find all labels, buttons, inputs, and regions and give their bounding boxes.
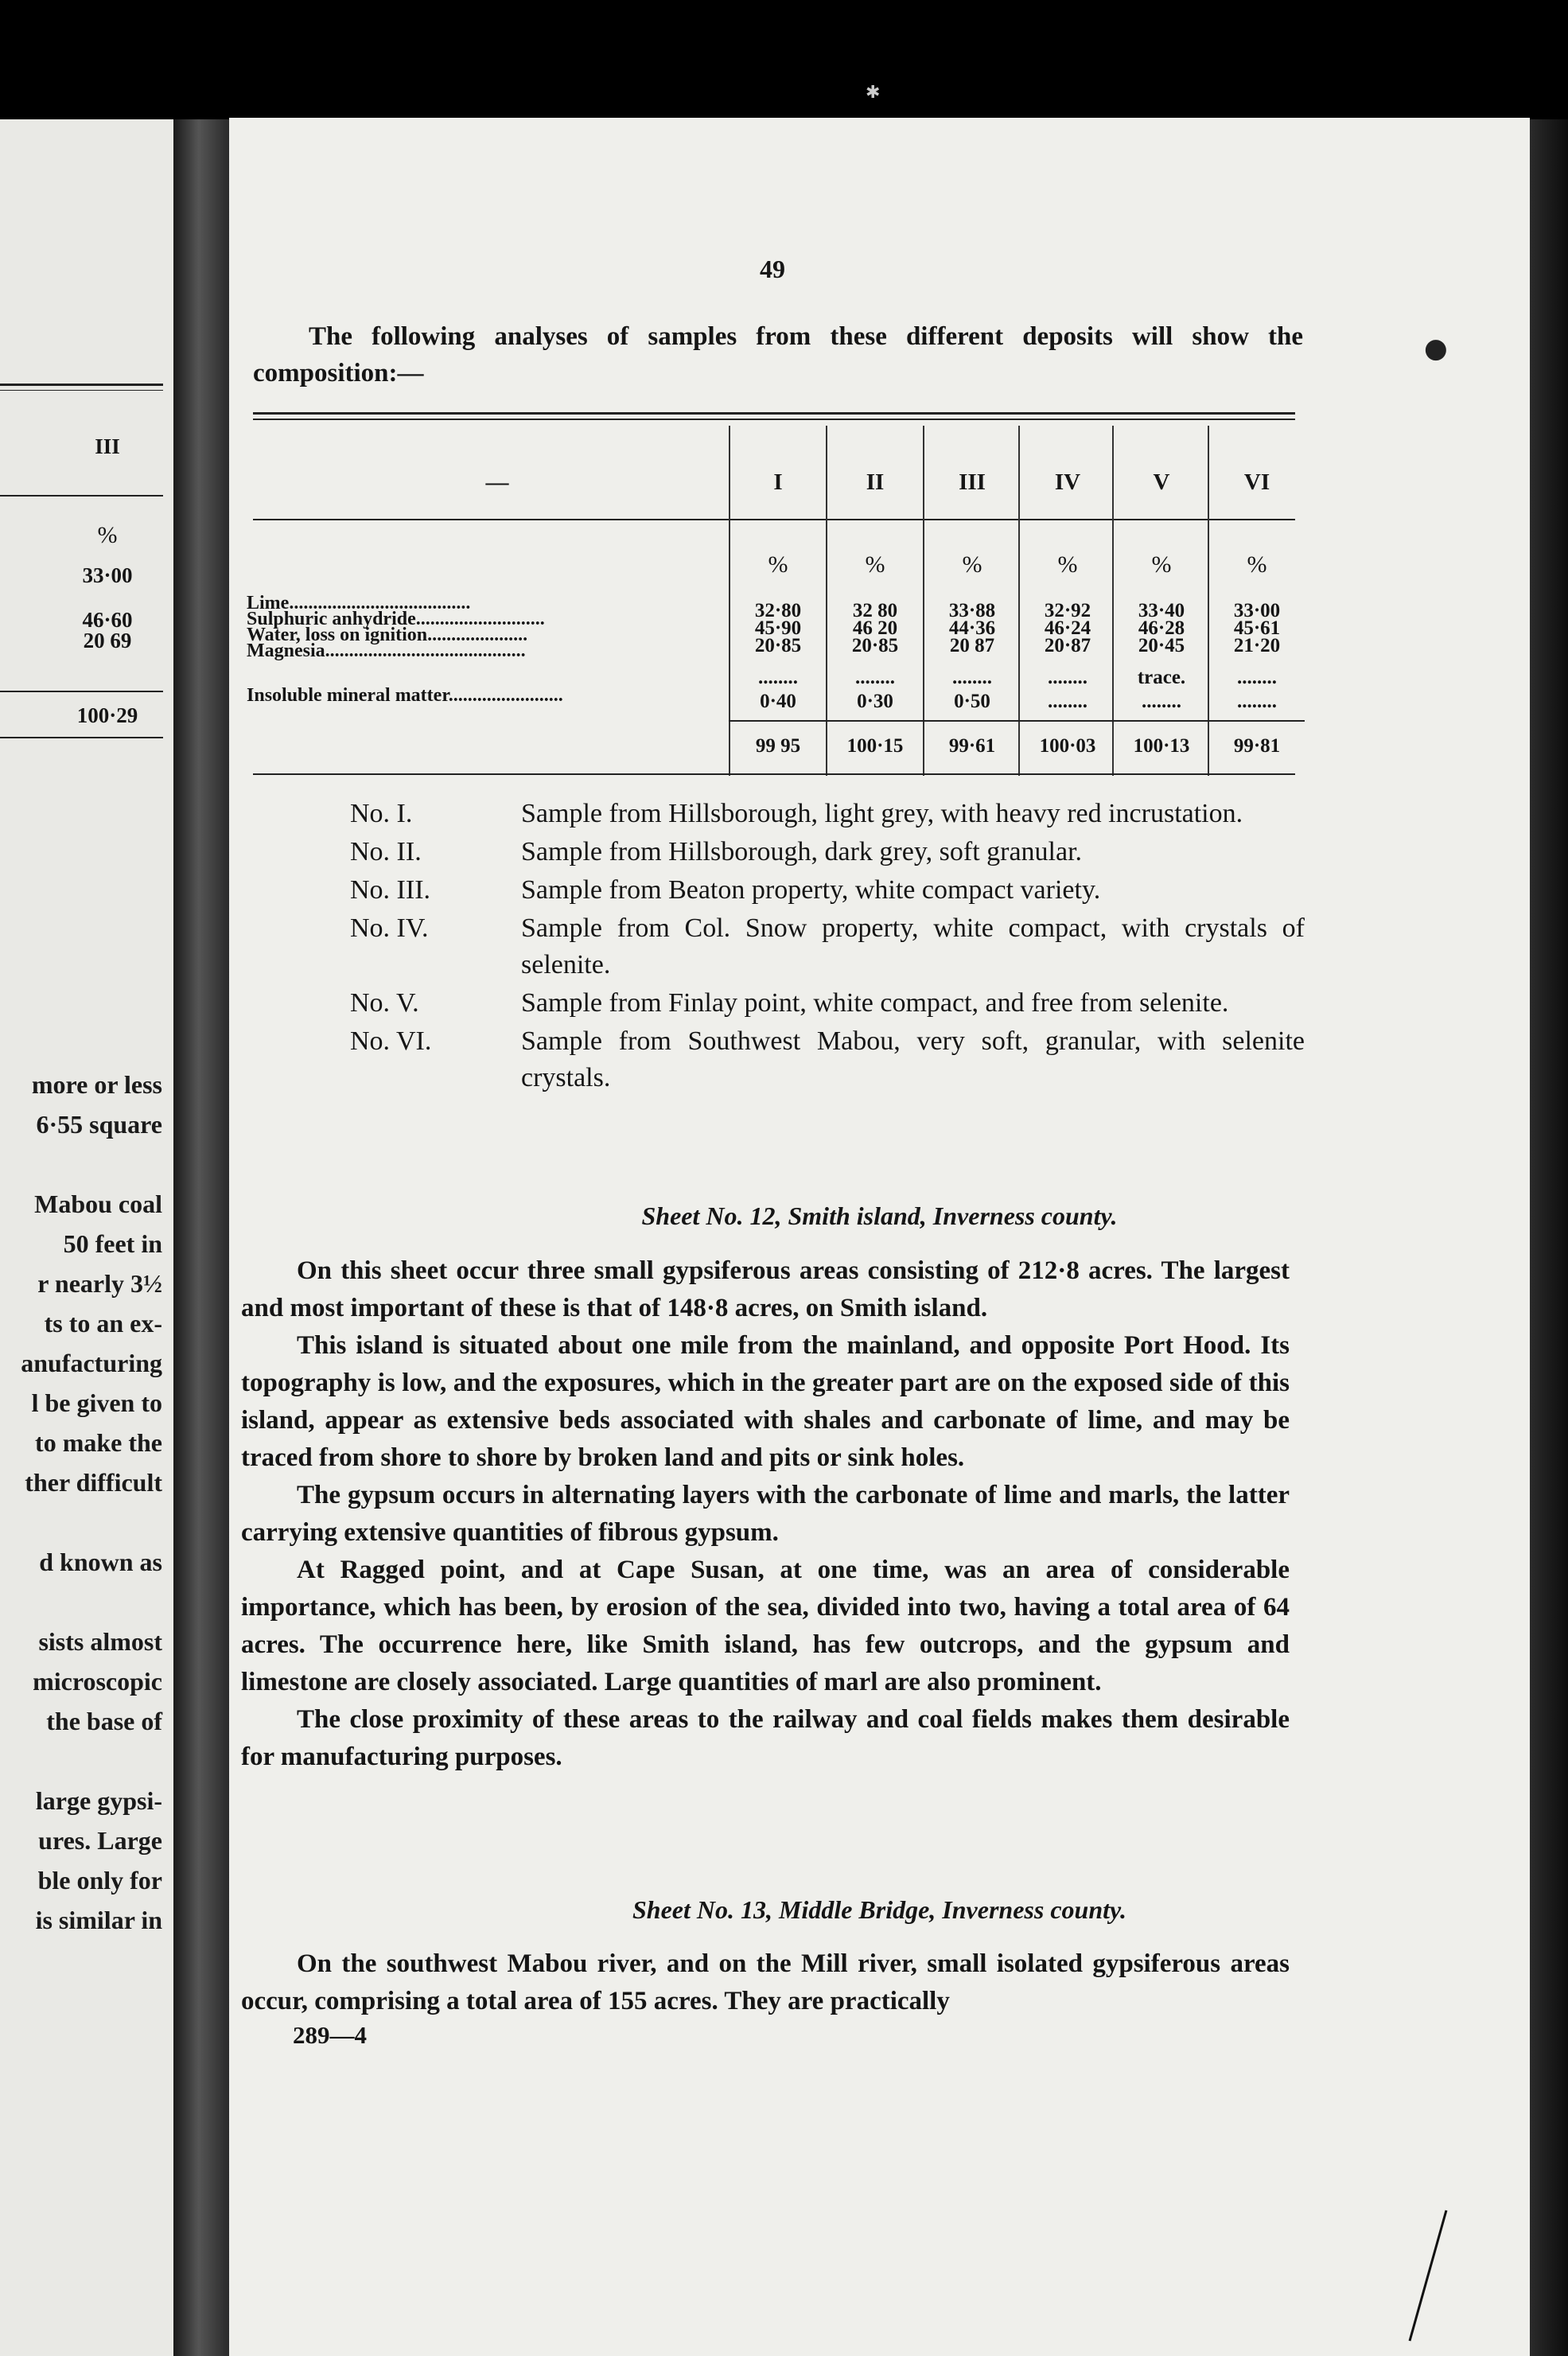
total-cell: 100·15 (846, 735, 904, 757)
table-top-rule (253, 412, 1295, 415)
table-cell: 32 80 (852, 600, 898, 621)
left-text-line: ts to an ex- (44, 1309, 162, 1338)
paragraph: On the southwest Mabou river, and on the Mill river, small isolated gypsiferous areas occur, comprising a total area of 155 acres. They are practically (241, 1949, 1290, 2015)
table-cell: 20·45 (1138, 635, 1185, 656)
ink-blot-mark: ● (1424, 333, 1448, 364)
total-cell: 99·61 (948, 735, 996, 757)
table-cell: 20 87 (949, 635, 995, 656)
column-header: I (773, 469, 783, 495)
left-text-line: to make the (35, 1428, 162, 1457)
left-text-line: ther difficult (25, 1468, 162, 1497)
note-number: No. V. (350, 988, 419, 1018)
total-cell: 99 95 (755, 735, 801, 757)
table-cell: 33·88 (948, 600, 996, 621)
row-label-water: Water, loss on ignition..................... (247, 625, 528, 645)
percent-cell: % (962, 551, 982, 578)
left-text-line: d known as (39, 1548, 162, 1576)
left-value: 46·60 (82, 608, 133, 632)
section-heading-sheet-12: Sheet No. 12, Smith island, Inverness county. (641, 1201, 1118, 1230)
paragraph: This island is situated about one mile from the mainland, and opposite Port Hood. Its topography is low, and the exposures, which in the greater part are on the exposed side of this island, appear as extensive beds associated with shales and carbonate of lime, and may be traced from shore to shore by broken land and pits or sink holes. (241, 1331, 1290, 1472)
header-rule (253, 519, 1295, 520)
sample-note (350, 834, 1305, 870)
table-cell: trace. (1137, 667, 1186, 688)
percent-cell: % (1151, 551, 1172, 578)
left-value: 33·00 (82, 563, 133, 587)
column-header: V (1153, 469, 1170, 495)
sample-notes (350, 796, 1305, 1098)
section-body-sheet-13 (241, 1945, 1290, 2020)
left-text-line: 6·55 square (36, 1110, 162, 1139)
left-facing-page (0, 119, 173, 2356)
left-text-line: 50 feet in (63, 1229, 162, 1258)
table-cell: ........ (1048, 691, 1087, 712)
left-text-line: ures. Large (38, 1826, 162, 1855)
column-header: IV (1054, 469, 1081, 495)
sample-note (350, 910, 1305, 983)
table-cell: 44·36 (948, 617, 996, 639)
table-cell: 33·00 (1233, 600, 1281, 621)
total-rule (729, 720, 1305, 722)
left-table-rule (0, 390, 163, 391)
left-text-line: microscopic (33, 1667, 162, 1696)
sample-note (350, 796, 1305, 832)
left-text-line: the base of (46, 1707, 162, 1735)
percent-cell: % (1247, 551, 1267, 578)
table-cell: 20·85 (754, 635, 802, 656)
printer-signature: 289—4 (293, 2021, 367, 2049)
paragraph: The gypsum occurs in alternating layers with the carbonate of lime and marls, the latter carrying extensive quantities of fibrous gypsum. (241, 1481, 1290, 1547)
table-cell: ........ (1048, 667, 1087, 688)
page-edge (1530, 119, 1568, 2356)
percent-cell: % (768, 551, 788, 578)
table-cell: 20·85 (851, 635, 899, 656)
table-cell: 46·28 (1138, 617, 1185, 639)
row-header-dash: — (485, 469, 509, 495)
left-text-line: large gypsi- (35, 1786, 162, 1815)
table-cell: 45·90 (754, 617, 802, 639)
column-divider (1112, 426, 1114, 776)
total-cell: 99·81 (1233, 735, 1281, 757)
column-header: VI (1243, 469, 1270, 495)
table-cell: ........ (1237, 691, 1277, 712)
margin-pen-stroke (1400, 2204, 1456, 2347)
column-header: III (959, 469, 986, 495)
paragraph: At Ragged point, and at Cape Susan, at one time, was an area of considerable importance, which has been, by erosion of the sea, divided into two, having a total area of 64 acres. The occurrence here, like Smith island, has few outcrops, and the gypsum and limestone are closely associated. Large quantities of marl are also prominent. (241, 1556, 1290, 1696)
table-cell: 32·92 (1044, 600, 1091, 621)
row-label-sulphuric-anhydride: Sulphuric anhydride........................... (247, 609, 545, 629)
total-cell: 100·03 (1039, 735, 1096, 757)
table-cell: ........ (952, 667, 992, 688)
table-top-rule (253, 419, 1295, 420)
paragraph: On this sheet occur three small gypsiferous areas consisting of 212·8 acres. The largest and most important of these is that of 148·8 acres, on Smith island. (241, 1256, 1290, 1322)
table-cell: 21·20 (1233, 635, 1281, 656)
paragraph: The close proximity of these areas to the railway and coal fields makes them desirable for manufacturing purposes. (241, 1705, 1290, 1771)
left-table-header: III (95, 434, 120, 458)
left-text-line: l be given to (31, 1388, 162, 1417)
column-divider (729, 426, 730, 776)
note-number: No. VI. (350, 1026, 432, 1056)
table-cell: 0·50 (954, 691, 990, 712)
note-number: No. I. (350, 799, 413, 828)
left-text-line: is similar in (35, 1906, 162, 1934)
column-header: II (866, 469, 885, 495)
note-number: No. IV. (350, 913, 429, 943)
table-cell: ........ (855, 667, 895, 688)
percent-cell: % (1057, 551, 1078, 578)
table-cell: 46 20 (852, 617, 898, 639)
sample-note (350, 1023, 1305, 1096)
sample-note (350, 985, 1305, 1022)
table-cell: 46·24 (1044, 617, 1091, 639)
page-number: 49 (760, 255, 785, 283)
left-percent: % (97, 522, 118, 548)
sample-note (350, 872, 1305, 909)
left-value: 20 69 (83, 629, 132, 652)
note-text: Sample from Finlay point, white compact, and free from selenite. (521, 988, 1229, 1018)
percent-cell: % (865, 551, 885, 578)
row-label-magnesia: Magnesia.......................................... (247, 641, 526, 661)
book-gutter (173, 119, 229, 2356)
left-table-rule (0, 691, 163, 692)
left-table-rule (0, 495, 163, 497)
left-text-line: anufacturing (21, 1349, 162, 1377)
note-text: Sample from Hillsborough, dark grey, soft granular. (521, 837, 1083, 866)
table-cell: 32·80 (754, 600, 802, 621)
note-text: Sample from Col. Snow property, white compact, with crystals of selenite. (521, 913, 1305, 979)
note-number: No. III. (350, 875, 431, 905)
row-label-insoluble: Insoluble mineral matter........................ (247, 685, 563, 706)
table-cell: ........ (758, 667, 798, 688)
left-table-rule (0, 384, 163, 386)
main-page (229, 118, 1530, 2356)
note-number: No. II. (350, 837, 422, 866)
section-heading-sheet-13: Sheet No. 13, Middle Bridge, Inverness county. (632, 1895, 1127, 1924)
left-text-line: Mabou coal (34, 1190, 162, 1218)
note-text: Sample from Beaton property, white compact variety. (521, 875, 1101, 905)
left-text-line: sists almost (38, 1627, 162, 1656)
section-body-sheet-12 (241, 1252, 1290, 1776)
column-divider (1018, 426, 1020, 776)
column-divider (826, 426, 827, 776)
column-divider (923, 426, 924, 776)
left-table-rule (0, 737, 163, 738)
table-cell: ........ (1142, 691, 1181, 712)
table-cell: 45·61 (1233, 617, 1281, 639)
total-cell: 100·13 (1133, 735, 1190, 757)
left-text-line: more or less (31, 1070, 162, 1099)
left-text-line: r nearly 3½ (37, 1269, 162, 1298)
note-text: Sample from Hillsborough, light grey, with heavy red incrustation. (521, 799, 1243, 828)
table-cell: 0·30 (857, 691, 893, 712)
column-divider (1208, 426, 1209, 776)
left-value: 100·29 (76, 703, 138, 727)
table-cell: 20·87 (1044, 635, 1091, 656)
note-text: Sample from Southwest Mabou, very soft, granular, with selenite crystals. (521, 1026, 1305, 1092)
table-cell: ........ (1237, 667, 1277, 688)
scan-speck-mark: ✱ (866, 83, 881, 103)
row-label-lime: Lime...................................... (247, 593, 471, 613)
left-text-line: ble only for (37, 1866, 162, 1895)
intro-paragraph: The following analyses of samples from these different deposits will show the composition:— (253, 322, 1303, 387)
table-cell: 33·40 (1138, 600, 1185, 621)
table-bottom-rule (253, 773, 1295, 775)
table-cell: 0·40 (760, 691, 796, 712)
